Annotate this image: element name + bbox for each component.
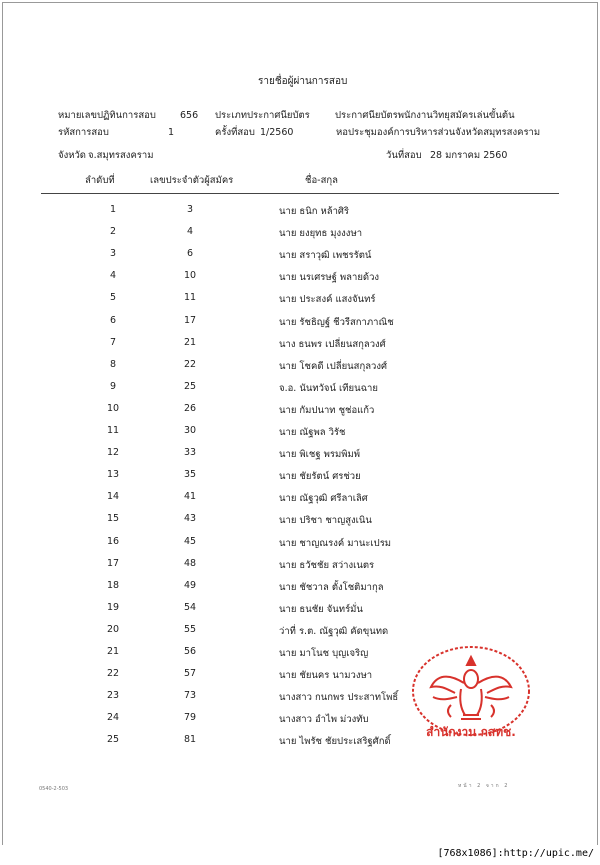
row-number: 22	[106, 668, 120, 680]
applicant-name: นาย ธนิก หล้าศิริ	[279, 206, 350, 217]
table-row	[3, 420, 600, 442]
row-number: 6	[109, 314, 117, 326]
table-row	[3, 442, 600, 464]
applicant-id: 3	[186, 204, 194, 215]
row-number: 12	[106, 447, 120, 459]
row-number: 11	[106, 425, 120, 436]
table-row	[3, 199, 600, 221]
row-number: 7	[109, 336, 117, 348]
applicant-name: นาย ชัยรัตน์ ศรช่วย	[279, 471, 361, 483]
applicant-name: นาย พิเชฐ พรมพิมพ์	[279, 449, 361, 461]
row-number: 19	[106, 601, 120, 613]
applicant-name: นาย ณัฐพล วิรัช	[279, 427, 346, 438]
row-number: 3	[109, 248, 117, 260]
watermark: [768x1086]:http://upic.me/	[437, 848, 594, 859]
column-header-name: ชื่อ-สกุล	[305, 175, 338, 186]
applicant-id: 79	[183, 712, 197, 724]
page-title: รายชื่อผู้ผ่านการสอบ	[258, 76, 348, 87]
row-number: 15	[106, 513, 120, 525]
garuda-seal-icon	[403, 643, 543, 743]
exam-number-label: หมายเลขปฏิทินการสอบ	[58, 110, 156, 121]
applicant-id: 56	[183, 646, 197, 657]
column-header-id: เลขประจำตัวผู้สมัคร	[150, 175, 234, 186]
row-number: 8	[109, 358, 117, 370]
applicant-id: 4	[186, 226, 194, 238]
applicant-name: นาย นรเศรษฐ์ พลายด้วง	[279, 272, 380, 284]
date-label: วันที่สอบ	[386, 150, 422, 161]
applicant-id: 30	[183, 425, 197, 436]
row-number: 10	[106, 402, 120, 414]
row-number: 17	[106, 557, 120, 569]
applicant-name: นาย ณัฐวุฒิ ศรีลาเลิศ	[279, 493, 368, 505]
applicant-name: นาย ชาญณรงค์ มานะเปรม	[279, 537, 392, 549]
row-number: 2	[109, 226, 117, 238]
province-label: จังหวัด	[58, 150, 86, 161]
applicant-id: 6	[186, 248, 194, 260]
table-row	[3, 398, 600, 420]
applicant-name: นาย ยงยุทธ มุงงงษา	[279, 228, 363, 240]
round-value: 1/2560	[260, 127, 294, 138]
exam-code-label: รหัสการสอบ	[58, 127, 109, 138]
row-number: 14	[106, 491, 120, 503]
row-number: 24	[106, 712, 120, 724]
row-number: 20	[106, 623, 120, 635]
applicant-id: 48	[183, 557, 197, 569]
applicant-id: 81	[183, 734, 197, 746]
applicant-id: 55	[183, 623, 197, 635]
applicant-id: 26	[183, 402, 197, 414]
applicant-id: 11	[183, 292, 197, 304]
table-row	[3, 332, 600, 354]
row-number: 9	[109, 380, 117, 392]
document-code: 0540-2-503	[39, 786, 69, 792]
date-value: 28 มกราคม 2560	[430, 150, 508, 161]
applicant-name: นาย ชัชวาล ตั้งโชติมากุล	[279, 581, 384, 593]
applicant-name: นาย ชัยนคร นามวงษา	[279, 670, 373, 682]
row-number: 4	[109, 270, 117, 282]
applicant-id: 35	[183, 469, 197, 481]
applicant-id: 73	[183, 690, 197, 702]
applicant-id: 45	[183, 535, 197, 547]
applicant-name: นาย ธวัชชัย สว่างเนตร	[279, 559, 375, 571]
row-number: 18	[106, 579, 120, 591]
row-number: 1	[109, 204, 117, 215]
table-row	[3, 310, 600, 332]
watermark-bar	[0, 845, 600, 865]
row-number: 23	[106, 690, 120, 702]
document-page	[2, 2, 598, 847]
table-row	[3, 553, 600, 575]
table-row	[3, 243, 600, 265]
applicant-id: 33	[183, 447, 197, 459]
applicant-id: 17	[183, 314, 197, 326]
table-row	[3, 508, 600, 530]
applicant-name: นาย กัมปนาท ชูช่อแก้ว	[279, 404, 375, 416]
table-row	[3, 221, 600, 243]
table-row	[3, 486, 600, 508]
applicant-name: นาย โชคดี เปลี่ยนสกุลวงศ์	[279, 360, 388, 372]
row-number: 5	[109, 292, 117, 304]
applicant-name: นางสาว กนกพร ประสาทโพธิ์	[279, 692, 399, 704]
applicant-id: 54	[183, 601, 197, 613]
applicant-name: นาย ปริชา ชาญสูงเนิน	[279, 515, 372, 527]
table-row	[3, 597, 600, 619]
applicant-name: นาย สราวุฒิ เพชรรัตน์	[279, 250, 372, 262]
table-row	[3, 464, 600, 486]
table-row	[3, 531, 600, 553]
applicant-id: 49	[183, 579, 197, 591]
applicant-name: นาย ประสงค์ แสงจันทร์	[279, 294, 376, 306]
table-row	[3, 265, 600, 287]
table-row	[3, 619, 600, 641]
applicant-name: จ.อ. นันทวัจน์ เทียนฉาย	[279, 382, 378, 394]
applicant-id: 21	[183, 336, 197, 348]
cert-type-label: ประเภทประกาศนียบัตร	[215, 110, 310, 121]
applicant-name: นาย ธนชัย จันทร์มั่น	[279, 603, 363, 615]
row-number: 16	[106, 535, 120, 547]
applicant-id: 57	[183, 668, 197, 680]
exam-number-value: 656	[180, 110, 199, 121]
applicant-name: นาย รัชธิญฐ์ ชีวรีสกาภาณิช	[279, 316, 394, 328]
exam-code-value: 1	[168, 127, 175, 138]
applicant-name: นาย ไพรัช ชัยประเสริฐศักดิ์	[279, 736, 391, 748]
row-number: 21	[106, 646, 120, 657]
column-header-no: ลำดับที่	[85, 175, 115, 186]
table-row	[3, 354, 600, 376]
table-row	[3, 376, 600, 398]
province-value: จ.สมุทรสงคราม	[88, 150, 154, 161]
applicant-name: ว่าที่ ร.ต. ณัฐวุฒิ คัดขุนทด	[279, 625, 389, 637]
applicant-id: 22	[183, 358, 197, 370]
venue: หอประชุมองค์การบริหารส่วนจังหวัดสมุทรสงคราม	[336, 127, 541, 138]
applicant-name: นาง ธนพร เปลี่ยนสกุลวงศ์	[279, 338, 386, 350]
header-divider	[41, 193, 559, 194]
cert-type-value: ประกาศนียบัตรพนักงานวิทยุสมัครเล่นขั้นต้น	[335, 110, 515, 121]
table-row	[3, 575, 600, 597]
applicant-name: นาย มาโนช บุญเจริญ	[279, 648, 369, 659]
table-row	[3, 287, 600, 309]
applicant-name: นางสาว อำไพ ม่วงทับ	[279, 714, 369, 726]
applicant-id: 41	[183, 491, 197, 503]
row-number: 13	[106, 469, 120, 481]
row-number: 25	[106, 734, 120, 746]
round-label: ครั้งที่สอบ	[215, 127, 255, 138]
applicant-id: 25	[183, 380, 197, 392]
page-number: หน้า 2 จาก 2	[458, 783, 510, 789]
applicant-id: 43	[183, 513, 197, 525]
applicant-id: 10	[183, 270, 197, 282]
seal-text: สำนักงาน กสทช.	[426, 725, 516, 739]
